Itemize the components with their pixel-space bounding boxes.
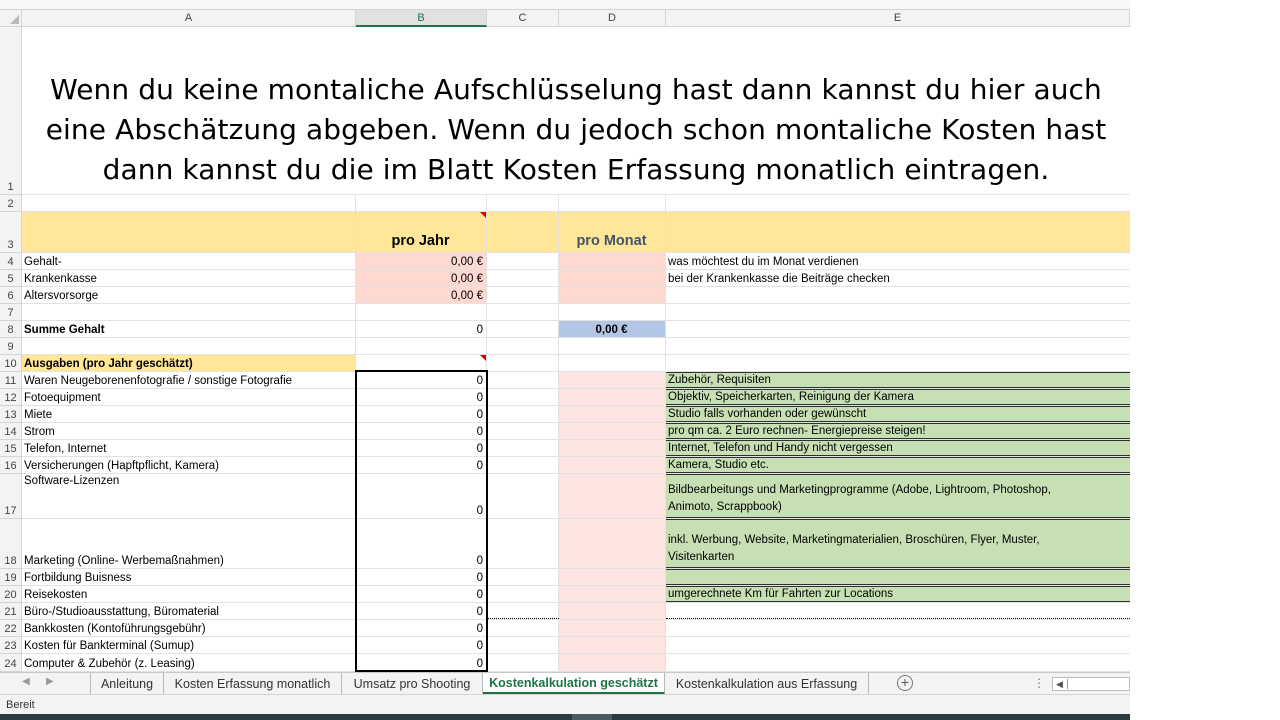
label-cell[interactable]: Altersvorsorge xyxy=(22,287,356,303)
table-row xyxy=(22,637,1130,654)
corner-triangle-icon xyxy=(10,15,19,24)
row-header-14[interactable]: 14 xyxy=(0,423,22,440)
expense-label[interactable]: Versicherungen (Hapftpflicht, Kamera) xyxy=(22,457,356,473)
expense-label[interactable]: Kosten für Bankterminal (Sumup) xyxy=(22,637,356,653)
monthly-cell[interactable] xyxy=(559,389,666,405)
expense-note[interactable]: pro qm ca. 2 Euro rechnen- Energiepreise steigen! xyxy=(666,423,1130,439)
expense-note[interactable] xyxy=(666,654,1130,671)
table-row xyxy=(22,440,1130,457)
cell[interactable] xyxy=(487,637,559,653)
expense-note[interactable] xyxy=(666,603,1130,619)
table-row xyxy=(22,355,1130,372)
row-header-18[interactable]: 18 xyxy=(0,519,22,569)
cell[interactable] xyxy=(487,620,559,636)
expense-value[interactable]: 0 xyxy=(356,603,487,619)
more-tabs-icon[interactable]: ⋮ xyxy=(1033,676,1045,690)
table-row xyxy=(22,270,1130,287)
cell[interactable] xyxy=(487,586,559,602)
tab-anleitung[interactable]: Anleitung xyxy=(90,673,164,695)
table-row xyxy=(22,654,1130,672)
cell[interactable] xyxy=(487,423,559,439)
cell[interactable] xyxy=(487,406,559,422)
row-header-8[interactable]: 8 xyxy=(0,321,22,338)
expense-value[interactable]: 0 xyxy=(356,457,487,473)
status-text: Bereit xyxy=(6,699,35,711)
expense-note[interactable]: Kamera, Studio etc. xyxy=(666,457,1130,473)
cell[interactable] xyxy=(356,355,487,371)
cell[interactable] xyxy=(487,440,559,456)
expense-note[interactable]: Bildbearbeitungs und Marketingprogramme (Adobe, Lightroom, Photoshop, Animoto, Scrappbook) xyxy=(666,474,1130,518)
cell[interactable] xyxy=(22,195,356,211)
table-row xyxy=(22,474,1130,519)
tab-umsatz-pro-shooting[interactable]: Umsatz pro Shooting xyxy=(342,673,483,695)
row-header-21[interactable]: 21 xyxy=(0,603,22,620)
expense-label[interactable]: Reisekosten xyxy=(22,586,356,602)
cell[interactable] xyxy=(487,457,559,473)
cell[interactable] xyxy=(487,212,559,252)
cell[interactable] xyxy=(22,212,356,252)
expense-label[interactable]: Fotoequipment xyxy=(22,389,356,405)
monthly-cell[interactable] xyxy=(559,519,666,568)
tab-kosten-erfassung-monatlich[interactable]: Kosten Erfassung monatlich xyxy=(164,673,342,695)
cell[interactable] xyxy=(666,304,1130,320)
row-header-9[interactable]: 9 xyxy=(0,338,22,355)
tab-kostenkalkulation-aus-erfassung[interactable]: Kostenkalkulation aus Erfassung xyxy=(665,673,869,695)
cell[interactable] xyxy=(487,338,559,354)
column-header-c[interactable]: C xyxy=(487,10,559,27)
row-header-19[interactable]: 19 xyxy=(0,569,22,586)
expense-label[interactable]: Computer & Zubehör (z. Leasing) xyxy=(22,654,356,671)
cell[interactable] xyxy=(487,321,559,337)
table-row xyxy=(22,338,1130,355)
row-header-12[interactable]: 12 xyxy=(0,389,22,406)
expense-note[interactable] xyxy=(666,637,1130,653)
value-cell[interactable]: 0,00 € xyxy=(356,287,487,303)
status-bar xyxy=(0,694,1130,714)
note-cell[interactable]: was möchtest du im Monat verdienen xyxy=(668,256,859,268)
expense-note[interactable]: Internet, Telefon und Handy nicht vergessen xyxy=(666,440,1130,456)
row-header-24[interactable]: 24 xyxy=(0,654,22,672)
expense-value[interactable]: 0 xyxy=(356,423,487,439)
row-header-7[interactable]: 7 xyxy=(0,304,22,321)
tab-kostenkalkulation-geschaetzt[interactable]: Kostenkalkulation geschätzt xyxy=(483,673,665,695)
pro-jahr-header[interactable] xyxy=(356,212,487,252)
expense-note[interactable]: umgerechnete Km für Fahrten zur Locations xyxy=(666,586,1130,602)
expense-value[interactable]: 0 xyxy=(356,654,487,671)
cell[interactable] xyxy=(559,355,666,371)
monthly-cell[interactable] xyxy=(559,457,666,473)
expense-note[interactable]: inkl. Werbung, Website, Marketingmaterialien, Broschüren, Flyer, Muster, Visitenkarten xyxy=(666,519,1130,568)
cell[interactable] xyxy=(487,287,559,303)
monthly-cell[interactable] xyxy=(559,586,666,602)
expense-value[interactable]: 0 xyxy=(356,620,487,636)
expense-value[interactable]: 0 xyxy=(356,637,487,653)
add-sheet-icon[interactable]: + xyxy=(897,675,913,691)
cell[interactable] xyxy=(487,355,559,371)
cell[interactable] xyxy=(356,304,487,320)
monthly-cell[interactable] xyxy=(559,654,666,671)
comment-indicator-icon xyxy=(480,212,486,218)
cell[interactable] xyxy=(666,338,1130,354)
table-row xyxy=(22,586,1130,603)
expense-note[interactable]: Objektiv, Speicherkarten, Reinigung der Kamera xyxy=(666,389,1130,405)
cell[interactable] xyxy=(487,253,559,269)
monthly-cell[interactable] xyxy=(559,620,666,636)
expense-label[interactable]: Marketing (Online- Werbemaßnahmen) xyxy=(22,519,356,568)
cell[interactable] xyxy=(487,195,559,211)
scrollbar-thumb[interactable] xyxy=(1067,679,1127,689)
row-header-23[interactable]: 23 xyxy=(0,637,22,654)
blank-area xyxy=(1130,0,1280,720)
row-header-2[interactable]: 2 xyxy=(0,195,22,212)
row-header-22[interactable]: 22 xyxy=(0,620,22,637)
monthly-cell[interactable] xyxy=(559,603,666,619)
table-row xyxy=(22,287,1130,304)
expense-note[interactable] xyxy=(666,569,1130,585)
taskbar-strip xyxy=(0,714,1130,720)
monthly-cell[interactable] xyxy=(559,287,666,303)
row-header-6[interactable]: 6 xyxy=(0,287,22,304)
column-header-b[interactable]: B xyxy=(356,10,487,27)
cell[interactable] xyxy=(559,338,666,354)
select-all-corner[interactable] xyxy=(0,10,22,27)
cell[interactable] xyxy=(487,270,559,286)
cell[interactable] xyxy=(22,338,356,354)
cell[interactable] xyxy=(487,569,559,585)
note-cell[interactable] xyxy=(666,287,1130,303)
expense-value[interactable]: 0 xyxy=(356,474,487,518)
table-row xyxy=(22,457,1130,474)
monthly-cell[interactable] xyxy=(559,406,666,422)
label-cell[interactable]: Krankenkasse xyxy=(22,270,356,286)
cell[interactable] xyxy=(666,355,1130,371)
table-row xyxy=(22,372,1130,389)
table-row xyxy=(22,304,1130,321)
label-cell[interactable]: Gehalt- xyxy=(22,253,356,269)
expense-value[interactable]: 0 xyxy=(356,569,487,585)
row-header-20[interactable]: 20 xyxy=(0,586,22,603)
expense-value[interactable]: 0 xyxy=(356,406,487,422)
cell[interactable] xyxy=(487,603,559,619)
expense-value[interactable]: 0 xyxy=(356,586,487,602)
row-header-5[interactable]: 5 xyxy=(0,270,22,287)
summe-value[interactable]: 0 xyxy=(356,321,487,337)
value-cell[interactable]: 0,00 € xyxy=(356,270,487,286)
cell[interactable] xyxy=(487,304,559,320)
column-header-a[interactable]: A xyxy=(22,10,356,27)
value-cell[interactable]: 0,00 € xyxy=(356,253,487,269)
row-header-17[interactable]: 17 xyxy=(0,474,22,519)
title-cell[interactable] xyxy=(22,27,1130,195)
ausgaben-header[interactable]: Ausgaben (pro Jahr geschätzt) xyxy=(22,355,356,371)
expense-label[interactable]: Miete xyxy=(22,406,356,422)
monthly-cell[interactable] xyxy=(559,270,666,286)
row-header-11[interactable]: 11 xyxy=(0,372,22,389)
pro-monat-header[interactable]: pro Monat xyxy=(559,212,666,252)
column-header-e[interactable]: E xyxy=(666,10,1130,27)
title-text: Wenn du keine montaliche Aufschlüsselung hast dann kannst du hier auch eine Abschätzung abgeben. Wenn du jedoch schon montaliche Kosten hast dann kannst du die im Blatt Kosten Erfassung monatlich eintragen. xyxy=(45,73,1107,186)
row-header-13[interactable]: 13 xyxy=(0,406,22,423)
cell[interactable] xyxy=(487,654,559,671)
horizontal-scrollbar[interactable] xyxy=(1052,677,1130,691)
monthly-cell[interactable] xyxy=(559,440,666,456)
expense-label[interactable]: Strom xyxy=(22,423,356,439)
table-row xyxy=(22,212,1130,253)
taskbar-highlight xyxy=(572,714,612,720)
expense-note[interactable]: Zubehör, Requisiten xyxy=(666,372,1130,388)
row-header-1[interactable]: 1 xyxy=(0,27,22,195)
expense-label[interactable]: Büro-/Studioausstattung, Büromaterial xyxy=(22,603,356,619)
table-row xyxy=(22,406,1130,423)
dotted-border xyxy=(666,618,1130,619)
cell[interactable] xyxy=(487,372,559,388)
tab-prev-icon[interactable]: ◀ xyxy=(22,676,30,687)
table-row xyxy=(22,423,1130,440)
cell[interactable] xyxy=(487,519,559,568)
sheet-tab-bar xyxy=(0,672,1130,694)
row-header-16[interactable]: 16 xyxy=(0,457,22,474)
row-header-10[interactable]: 10 xyxy=(0,355,22,372)
table-row xyxy=(22,569,1130,586)
cell[interactable] xyxy=(666,212,1130,252)
monthly-cell[interactable] xyxy=(559,637,666,653)
expense-label[interactable]: Software-Lizenzen xyxy=(22,474,356,518)
cell[interactable] xyxy=(487,389,559,405)
table-row xyxy=(22,195,1130,212)
cell[interactable] xyxy=(487,474,559,518)
cell[interactable] xyxy=(559,195,666,211)
table-row xyxy=(22,253,1130,270)
expense-label[interactable]: Telefon, Internet xyxy=(22,440,356,456)
expense-label[interactable]: Fortbildung Buisness xyxy=(22,569,356,585)
summe-monthly[interactable]: 0,00 € xyxy=(559,321,666,337)
monthly-cell[interactable] xyxy=(559,372,666,388)
expense-note[interactable] xyxy=(666,620,1130,636)
cell[interactable] xyxy=(356,338,487,354)
table-row xyxy=(22,321,1130,338)
cell[interactable] xyxy=(666,195,1130,211)
row-header-4[interactable]: 4 xyxy=(0,253,22,270)
row-header-3[interactable]: 3 xyxy=(0,212,22,253)
expense-value[interactable]: 0 xyxy=(356,389,487,405)
monthly-cell[interactable] xyxy=(559,423,666,439)
monthly-cell[interactable] xyxy=(559,474,666,518)
tab-next-icon[interactable]: ▶ xyxy=(46,676,54,687)
top-strip xyxy=(0,0,1130,10)
note-cell[interactable]: bei der Krankenkasse die Beiträge checken xyxy=(668,273,890,285)
monthly-cell[interactable] xyxy=(559,253,666,269)
comment-indicator-icon xyxy=(480,355,486,361)
expense-note[interactable]: Studio falls vorhanden oder gewünscht xyxy=(666,406,1130,422)
monthly-cell[interactable] xyxy=(559,569,666,585)
table-row xyxy=(22,389,1130,406)
expense-label[interactable]: Bankkosten (Kontoführungsgebühr) xyxy=(22,620,356,636)
row-header-15[interactable]: 15 xyxy=(0,440,22,457)
scroll-left-icon[interactable]: ◀ xyxy=(1056,679,1063,689)
table-row xyxy=(22,519,1130,569)
pro-jahr-label: pro Jahr xyxy=(391,233,450,249)
column-header-d[interactable]: D xyxy=(559,10,666,27)
cell[interactable] xyxy=(356,195,487,211)
cell[interactable] xyxy=(559,304,666,320)
table-row xyxy=(22,620,1130,637)
cell[interactable] xyxy=(22,304,356,320)
expense-value[interactable]: 0 xyxy=(356,372,487,388)
dotted-border xyxy=(488,618,559,619)
expense-value[interactable]: 0 xyxy=(356,519,487,568)
expense-value[interactable]: 0 xyxy=(356,440,487,456)
expense-label[interactable]: Waren Neugeborenenfotografie / sonstige Fotografie xyxy=(22,372,356,388)
summe-label[interactable]: Summe Gehalt xyxy=(22,321,356,337)
cell[interactable] xyxy=(666,321,1130,337)
